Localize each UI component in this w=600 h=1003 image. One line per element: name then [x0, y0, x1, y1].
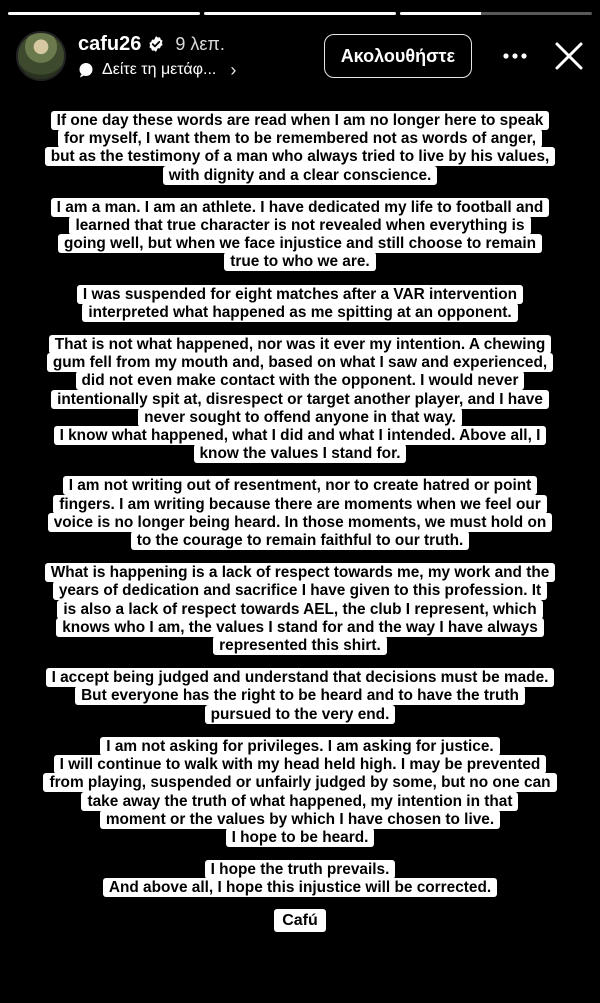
statement-line: with dignity and a clear conscience. [168, 166, 432, 184]
statement-paragraph-text [43, 737, 556, 847]
statement-paragraph [45, 564, 556, 655]
statement-line: That is not what happened, nor was it ever my intention. A chewing [54, 336, 546, 354]
statement-line: pursued to the very end. [210, 705, 390, 723]
statement-paragraph-text [46, 668, 555, 723]
statement-line: I was suspended for eight matches after a VAR intervention [82, 285, 518, 303]
statement-line: voice is no longer being heard. In those moments, we must hold on [53, 513, 547, 531]
statement-paragraph-text [48, 476, 553, 550]
story-progress-fill-2 [204, 12, 396, 15]
statement-paragraph-text [51, 198, 550, 272]
statement-line: If one day these words are read when I am no longer here to speak [56, 112, 544, 129]
signature: Cafú [274, 909, 326, 932]
statement-line: never sought to offend anyone in that way. [144, 408, 456, 426]
statement-line: fingers. I am writing because there are moments when we feel our [59, 495, 541, 513]
statement-line: moment or the values by which I have chosen to live. [105, 810, 495, 828]
story-progress-fill-3 [400, 12, 481, 15]
statement-line: I know what happened, what I did and what I intended. Above all, I [59, 427, 541, 445]
statement-line: going well, but when we face injustice and still choose to remain [63, 235, 537, 253]
statement-line: but as the testimony of a man who always tried to live by his values, [50, 148, 550, 166]
user-block [78, 32, 236, 80]
statement-paragraph [51, 199, 550, 272]
story-progress-segment-3 [400, 12, 592, 15]
statement-line: What is happening is a lack of respect towards me, my work and the [50, 564, 550, 582]
statement-line: I will continue to walk with my head held high. I may be prevented [59, 756, 541, 774]
translate-bubble-icon [78, 62, 94, 78]
statement-line: knows who I am, the values I stand for and the way I have always [62, 618, 538, 636]
statement-paragraph-text [45, 111, 556, 185]
statement-line: from playing, suspended or unfairly judged by some, but no one can [49, 774, 551, 792]
statement-line: represented this shirt. [219, 637, 381, 655]
statement-line: years of dedication and sacrifice I have given to this profession. It [58, 582, 542, 600]
statement-paragraph [48, 477, 553, 550]
statement-line: true to who we are. [230, 253, 370, 271]
story-statement [0, 112, 600, 944]
story-progress [8, 12, 592, 15]
story-progress-segment-2 [204, 12, 396, 15]
statement-line: And above all, I hope this injustice will be corrected. [108, 879, 492, 897]
story-progress-fill-1 [8, 12, 200, 15]
statement-line: did not even make contact with the opponent. I would never [81, 372, 519, 390]
story-header [16, 28, 584, 84]
statement-line: is also a lack of respect towards AEL, the club I represent, which [63, 600, 537, 618]
statement-line: interpreted what happened as me spitting at an opponent. [88, 303, 512, 321]
statement-paragraph [43, 738, 556, 847]
statement-paragraph-text [103, 860, 497, 897]
statement-paragraph-text [45, 563, 556, 655]
statement-line: learned that true character is not revealed when everything is [75, 217, 525, 235]
statement-paragraph [46, 669, 555, 724]
story-progress-segment-1 [8, 12, 200, 15]
statement-line: intentionally spit at, disrespect or target another player, and I have [57, 390, 543, 408]
statement-line: I am not asking for privileges. I am asking for justice. [106, 737, 494, 755]
statement-paragraph [77, 286, 523, 322]
statement-line: I am not writing out of resentment, nor to create hatred or point [68, 477, 532, 495]
statement-line: I am a man. I am an athlete. I have dedicated my life to football and [56, 198, 544, 216]
follow-button[interactable]: Ακολουθήστε [324, 34, 472, 78]
avatar[interactable] [16, 31, 66, 81]
statement-paragraph-text [47, 335, 553, 463]
statement-line: gum fell from my mouth and, based on what I saw and experienced, [52, 354, 548, 372]
statement-paragraph [103, 861, 497, 897]
statement-line: to the courage to remain faithful to our truth. [136, 532, 464, 550]
statement-line: for myself, I want them to be remembered not as words of anger, [63, 130, 537, 148]
signature-block [274, 912, 326, 930]
statement-line: know the values I stand for. [199, 445, 401, 463]
statement-line: take away the truth of what happened, my intention in that [87, 792, 513, 810]
statement-line: But everyone has the right to be heard and to have the truth [81, 687, 519, 705]
post-time: 9 λεπ. [175, 34, 225, 54]
close-icon[interactable] [554, 41, 584, 71]
see-translation-label: Δείτε τη μετάφ... [102, 61, 217, 78]
statement-paragraph [45, 112, 556, 185]
chevron-right-icon: › [230, 60, 237, 80]
username[interactable]: cafu26 [78, 33, 142, 55]
more-horizontal-icon[interactable] [502, 36, 528, 76]
statement-paragraph [47, 336, 553, 463]
statement-line: I hope the truth prevails. [210, 861, 390, 879]
statement-line: I hope to be heard. [231, 828, 369, 846]
verified-badge-icon [147, 35, 165, 53]
see-translation-link[interactable] [78, 60, 236, 80]
statement-line: I accept being judged and understand that decisions must be made. [51, 669, 549, 687]
statement-paragraph-text [77, 285, 523, 322]
user-line [78, 32, 236, 56]
